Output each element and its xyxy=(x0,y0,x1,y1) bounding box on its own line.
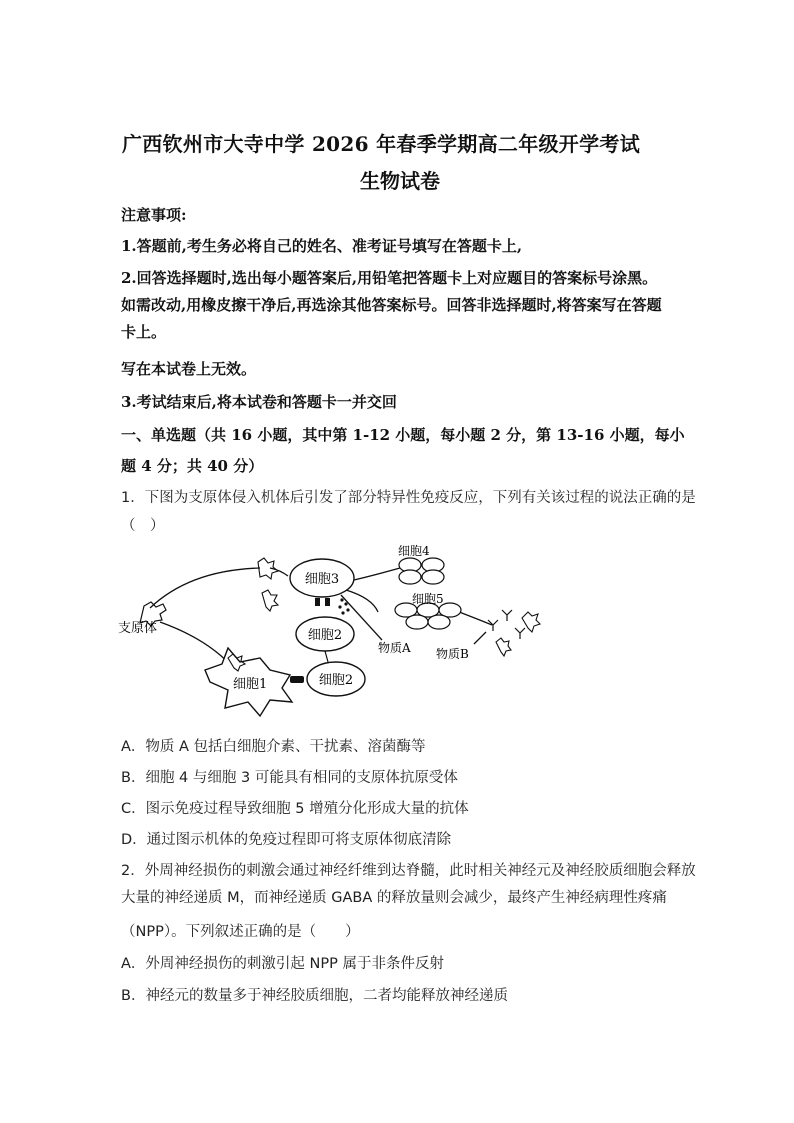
antibodies xyxy=(488,610,525,639)
cell-3-label: 细胞3 xyxy=(304,572,340,587)
exam-subtitle: 生物试卷 xyxy=(360,169,440,193)
notice-item-2-line-2: 如需改动,用橡皮擦干净后,再选涂其他答案标号。回答非选择题时,将答案写在答题 xyxy=(121,296,662,314)
section-heading-line-2: 题 4 分；共 40 分） xyxy=(121,457,264,475)
arrow-to-cell3 xyxy=(270,568,288,576)
arrow-pathogen-to-antigen xyxy=(150,568,260,608)
question-2-option-b[interactable]: B．神经元的数量多于神经胶质细胞，二者均能释放神经递质 xyxy=(121,988,508,1004)
arrow-cell3-to-cell4 xyxy=(354,568,400,580)
section-heading-line-1: 一、单选题（共 16 小题，其中第 1-12 小题，每小题 2 分，第 13-16 小题，每小 xyxy=(121,426,685,444)
notice-item-1: 1.答题前,考生务必将自己的姓名、准考证号填写在答题卡上, xyxy=(121,237,523,255)
cell-5-label: 细胞5 xyxy=(412,592,444,606)
pathogen-label: 支原体 xyxy=(118,621,158,636)
question-2-stem-line-1: 2．外周神经损伤的刺激会通过神经纤维到达脊髓，此时相关神经元及神经胶质细胞会释放 xyxy=(121,863,696,879)
question-2-stem-line-2: 大量的神经递质 M，而神经递质 GABA 的释放量则会减少，最终产生神经病理性疼痛 xyxy=(121,890,667,906)
question-1-option-b[interactable]: B．细胞 4 与细胞 3 可能具有相同的支原体抗原受体 xyxy=(121,770,458,786)
exam-title: 广西钦州市大寺中学 2026 年春季学期高二年级开学考试 xyxy=(122,132,640,156)
antigen-fragment-top xyxy=(258,558,278,579)
notice-item-2-line-1: 2.回答选择题时,选出每小题答案后,用铅笔把答题卡上对应题目的答案标号涂黑。 xyxy=(121,269,658,287)
immune-response-diagram xyxy=(110,540,560,720)
substance-b-label: 物质B xyxy=(436,647,469,661)
cell-1-label: 细胞1 xyxy=(233,677,268,692)
bound-antigen-2 xyxy=(496,638,511,656)
question-2-stem-line-3: （NPP）。下列叙述正确的是（ ） xyxy=(121,924,360,940)
substance-a-dots xyxy=(338,598,349,614)
cell-2-top-label: 细胞2 xyxy=(307,628,343,643)
pointer-substance-b xyxy=(474,632,486,644)
question-1-option-a[interactable]: A．物质 A 包括白细胞介素、干扰素、溶菌酶等 xyxy=(121,739,426,755)
question-1-stem-line-1: 1．下图为支原体侵入机体后引发了部分特异性免疫反应，下列有关该过程的说法正确的是 xyxy=(121,490,696,506)
question-2-option-a[interactable]: A．外周神经损伤的刺激引起 NPP 属于非条件反射 xyxy=(121,956,444,972)
notice-item-2-line-4: 写在本试卷上无效。 xyxy=(121,360,257,378)
cell-2-bottom-label: 细胞2 xyxy=(318,673,354,688)
question-1-option-d[interactable]: D．通过图示机体的免疫过程即可将支原体彻底清除 xyxy=(121,832,452,848)
notice-item-3: 3.考试结束后,将本试卷和答题卡一并交回 xyxy=(121,393,397,411)
question-1-option-c[interactable]: C．图示免疫过程导致细胞 5 增殖分化形成大量的抗体 xyxy=(121,801,469,817)
substance-a-label: 物质A xyxy=(378,641,411,655)
notice-heading: 注意事项: xyxy=(121,206,187,224)
antigen-fragment-left xyxy=(262,590,278,611)
arrow-cell3-to-cell5 xyxy=(346,590,378,612)
cell-4-label: 细胞4 xyxy=(398,544,430,558)
question-1-stem-line-2: （ ） xyxy=(121,518,165,534)
notice-item-2-line-3: 卡上。 xyxy=(121,323,167,341)
cell-contact xyxy=(290,676,304,683)
